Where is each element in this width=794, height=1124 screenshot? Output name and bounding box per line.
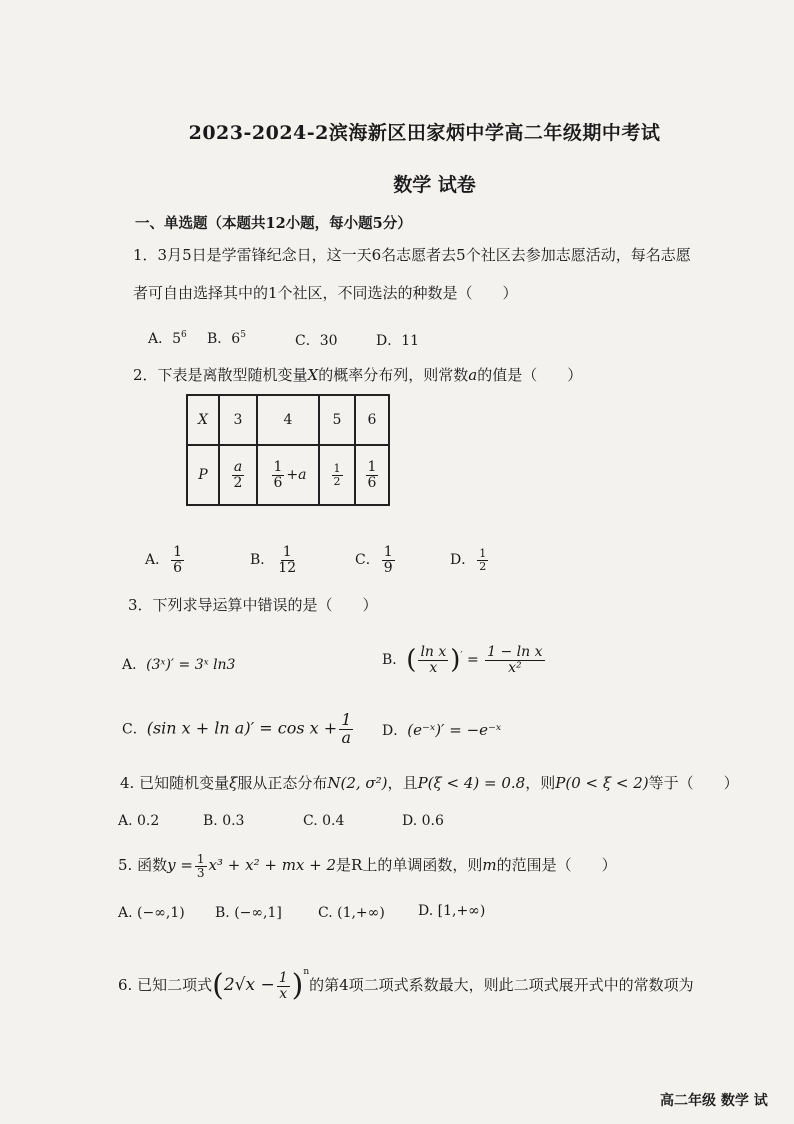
q1-option-c: C．30 — [295, 333, 338, 349]
section-heading: 一、单选题（本题共12小题，每小题5分） — [135, 215, 412, 232]
table-cell: $\frac{1}{2}$ — [319, 445, 355, 505]
q5-option-a: A. (−∞,1) — [118, 905, 185, 921]
table-cell: $\frac{a}{2}$ — [219, 445, 257, 505]
q1-line1: 1．3月5日是学雷锋纪念日，这一天6名志愿者去5个社区去参加志愿活动，每名志愿 — [133, 246, 691, 264]
q1-option-a: A．$5^6$ — [148, 330, 187, 347]
table-cell: P — [187, 445, 219, 505]
q2-option-c: C． $\frac{1}{9}$ — [355, 544, 393, 576]
q2-option-b: B． $\frac{1}{12}$ — [250, 544, 297, 576]
q5-text: 5. 函数y = $\frac{1}{3}$ x³ + x² + mx + 2是R上的单调函数，则m的范围是（ ） — [118, 852, 617, 880]
table-cell: 6 — [355, 395, 389, 445]
q5-option-b: B. (−∞,1] — [215, 905, 282, 921]
q5-option-c: C. (1,+∞) — [318, 905, 385, 921]
table-cell: 5 — [319, 395, 355, 445]
table-cell: 4 — [257, 395, 319, 445]
q5-option-d: D. [1,+∞) — [418, 903, 486, 919]
q6-text: 6. 已知二项式(2√x − $\frac{1}{x}$ )$^n$的第4项二项式系数最大，则此二项式展开式中的常数项为 — [118, 967, 694, 1003]
q3-text: 3．下列求导运算中错误的是（ ） — [128, 596, 378, 614]
exam-subtitle: 数学 试卷 — [393, 174, 476, 196]
q4-option-a: A. 0.2 — [118, 813, 160, 829]
q4-text: 4. 已知随机变量ξ服从正态分布N(2, σ²)，且P(ξ < 4) = 0.8，则P(0 < ξ < 2)等于（ ） — [120, 774, 739, 792]
table-cell: X — [187, 395, 219, 445]
table-row — [187, 395, 389, 445]
q3-option-d: D．(e⁻ˣ)′ = −e⁻ˣ — [382, 721, 502, 739]
q1-option-b: B．$6^5$ — [207, 330, 246, 347]
q2-option-a: A． $\frac{1}{6}$ — [145, 544, 183, 576]
q4-option-d: D. 0.6 — [402, 813, 444, 829]
q4-option-c: C. 0.4 — [303, 813, 345, 829]
table-cell: $\frac{1}{6}$ +a — [257, 445, 319, 505]
q1-line2: 者可自由选择其中的1个社区，不同选法的种数是（ ） — [133, 284, 518, 302]
page-footer: 高二年级 数学 试 — [660, 1093, 768, 1109]
q3-option-c: C．(sin x + ln a)′ = cos x + $\frac{1}{a}$ — [122, 710, 352, 747]
distribution-table — [186, 394, 390, 506]
q3-option-b: B．( $\frac{\text{ln x}}{x}$ )′ = $\frac{\text{1 − ln x}}{\text{x²}}$ — [382, 644, 543, 676]
q3-option-a: A．(3ˣ)′ = 3ˣ ln3 — [122, 657, 236, 673]
exam-title: 2023-2024-2滨海新区田家炳中学高二年级期中考试 — [188, 122, 661, 144]
table-cell: 3 — [219, 395, 257, 445]
q4-option-b: B. 0.3 — [203, 813, 245, 829]
q2-text: 2．下表是离散型随机变量X的概率分布列，则常数a的值是（ ） — [133, 366, 583, 384]
table-cell: $\frac{1}{6}$ — [355, 445, 389, 505]
q1-option-d: D．11 — [376, 333, 420, 349]
table-row — [187, 445, 389, 505]
q2-option-d: D． $\frac{1}{2}$ — [450, 547, 487, 573]
